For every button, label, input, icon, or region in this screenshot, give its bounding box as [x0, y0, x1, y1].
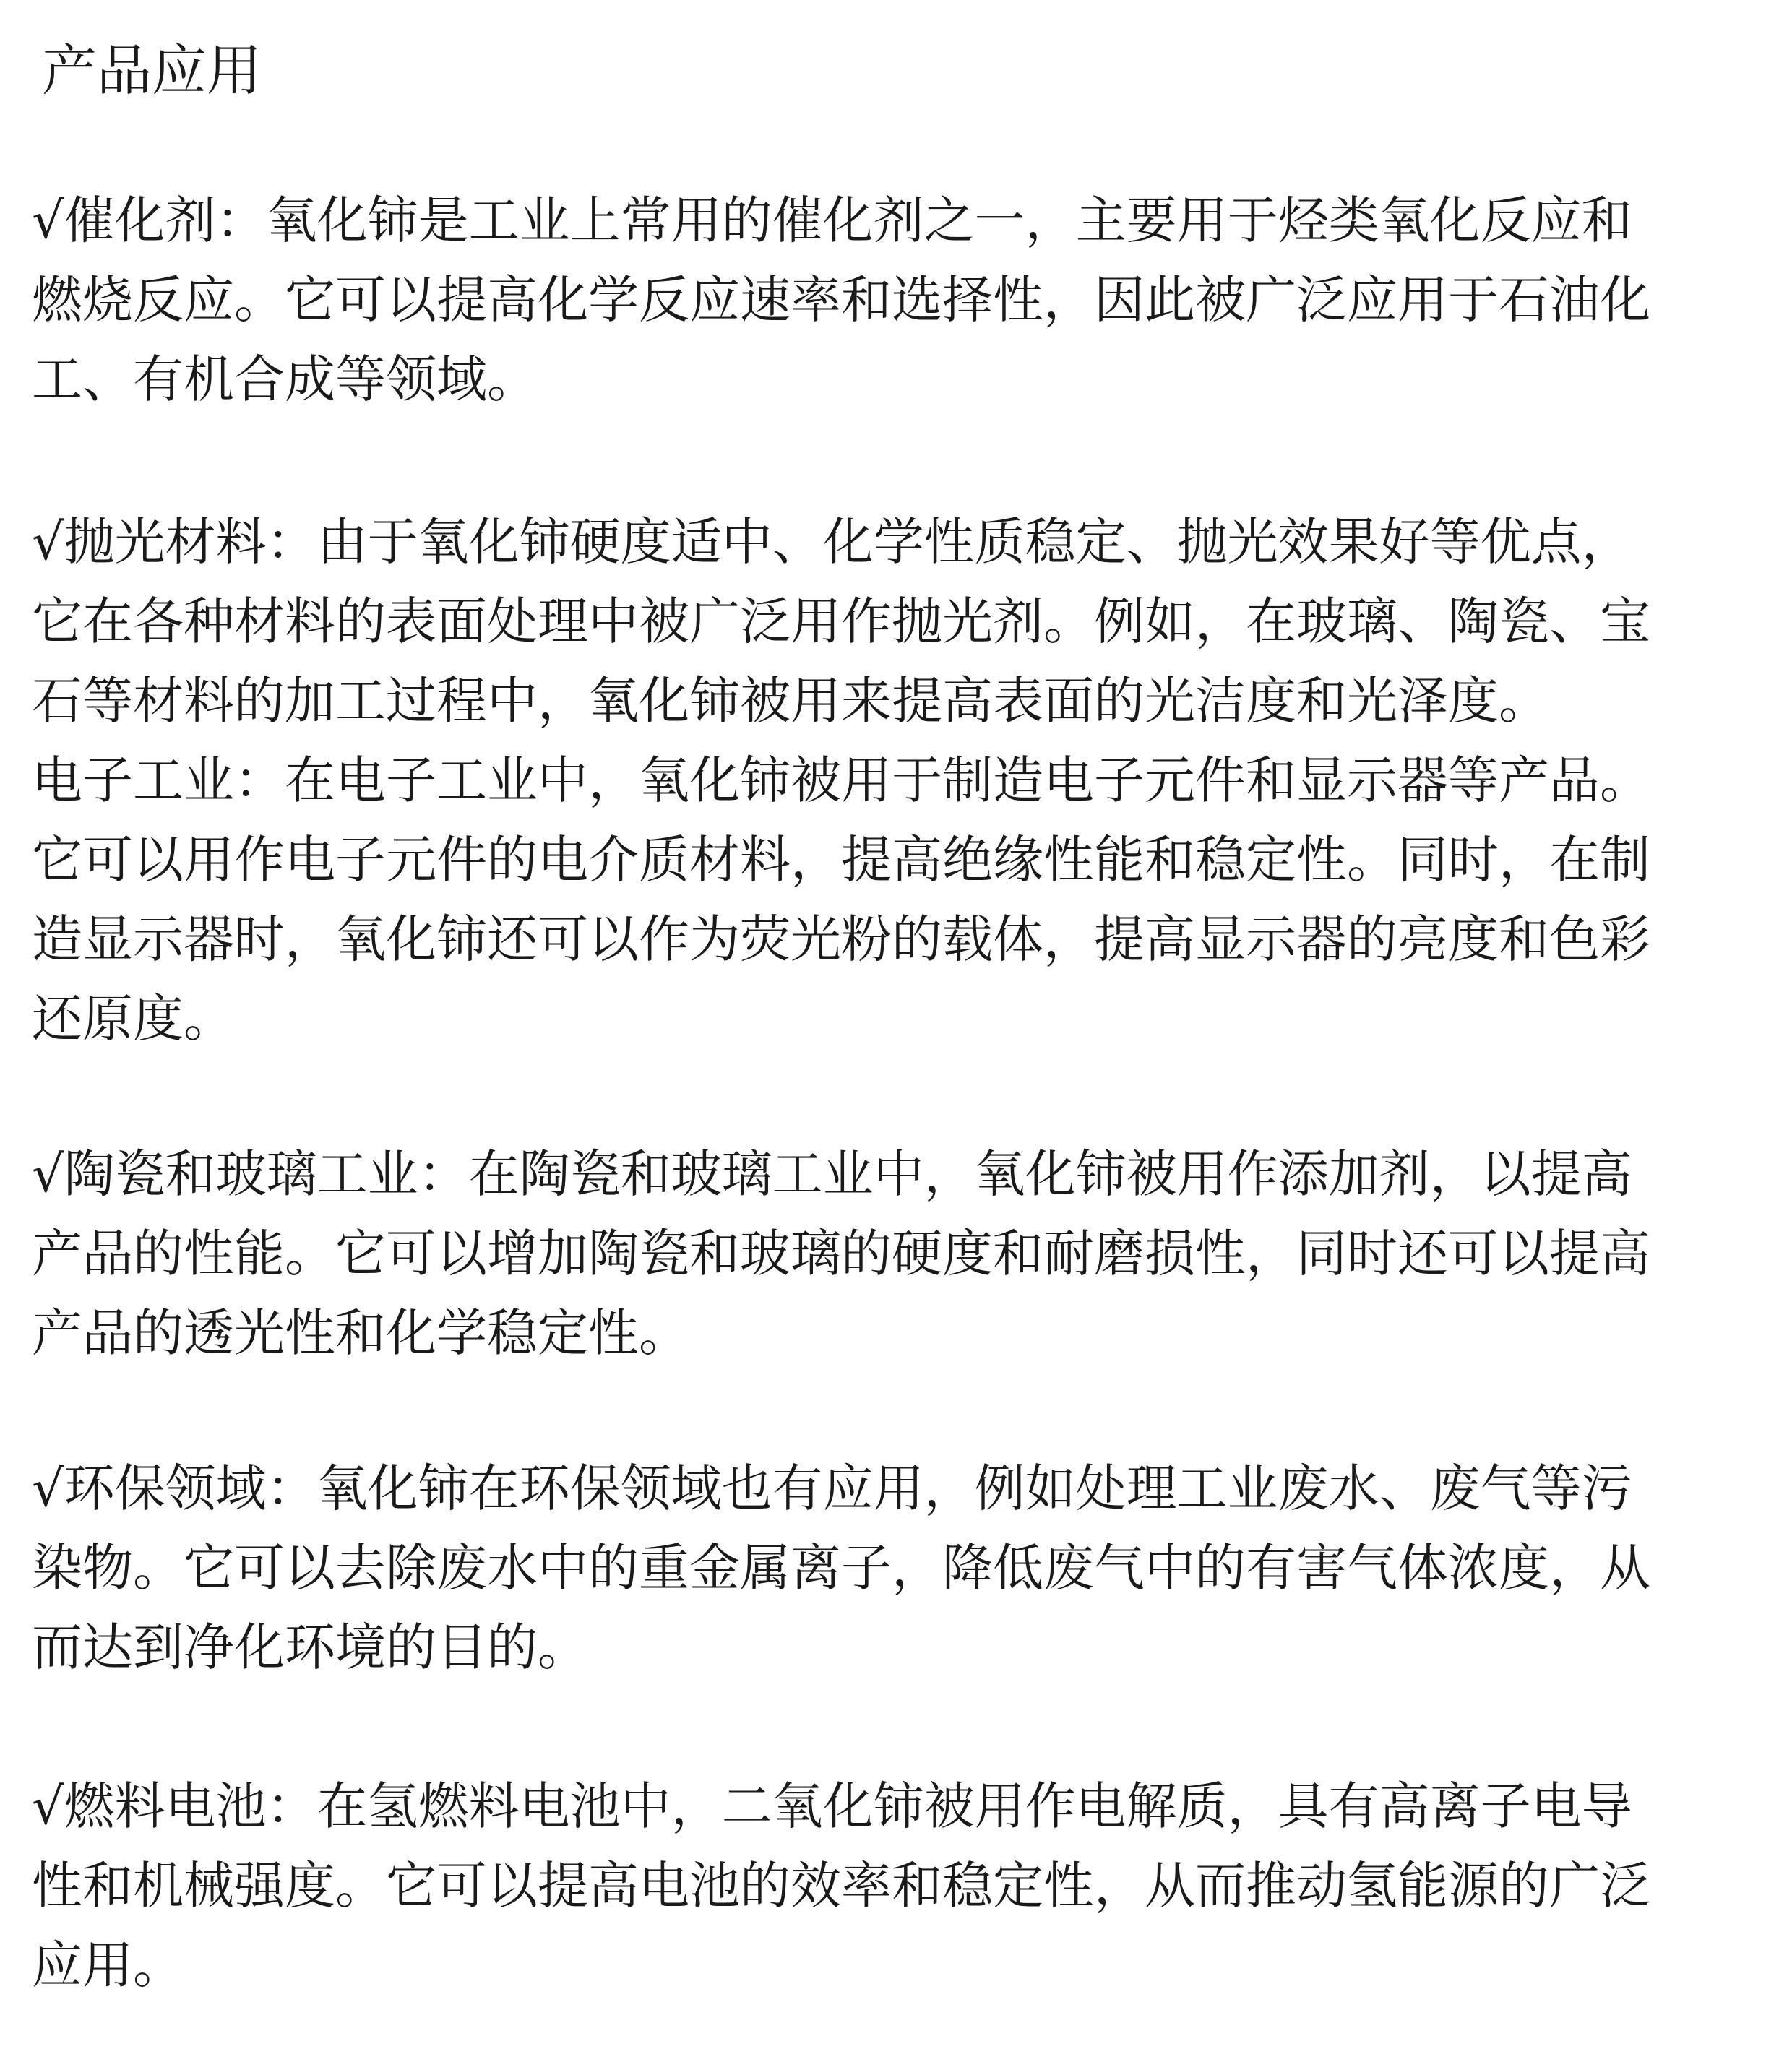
section-catalyst [32, 181, 1737, 419]
text-line: 造显示器时，氧化铈还可以作为荧光粉的载体，提高显示器的亮度和色彩 [32, 910, 1650, 969]
text-line: 染物。它可以去除废水中的重金属离子，降低废气中的有害气体浓度，从 [32, 1538, 1650, 1597]
text-line: √催化剂：氧化铈是工业上常用的催化剂之一，主要用于烃类氧化反应和 [32, 191, 1632, 250]
text-line: 性和机械强度。它可以提高电池的效率和稳定性，从而推动氢能源的广泛 [32, 1856, 1650, 1915]
text-line: 产品的性能。它可以增加陶瓷和玻璃的硬度和耐磨损性，同时还可以提高 [32, 1224, 1650, 1283]
text-line: 它可以用作电子元件的电介质材料，提高绝缘性能和稳定性。同时，在制 [32, 830, 1650, 889]
text-line: √燃料电池：在氢燃料电池中，二氧化铈被用作电解质，具有高离子电导 [32, 1777, 1632, 1836]
text-line: √抛光材料：由于氧化铈硬度适中、化学性质稳定、抛光效果好等优点， [32, 512, 1632, 571]
section-fuel-cell [32, 1767, 1737, 2005]
text-line: 它在各种材料的表面处理中被广泛用作抛光剂。例如，在玻璃、陶瓷、宝 [32, 592, 1650, 651]
text-line: 产品的透光性和化学稳定性。 [32, 1303, 689, 1363]
section-polishing [32, 502, 1737, 1058]
text-line: √陶瓷和玻璃工业：在陶瓷和玻璃工业中，氧化铈被用作添加剂，以提高 [32, 1144, 1632, 1204]
text-line: 应用。 [32, 1936, 184, 1995]
text-line: √环保领域：氧化铈在环保领域也有应用，例如处理工业废水、废气等污 [32, 1459, 1632, 1518]
text-line: 电子工业：在电子工业中，氧化铈被用于制造电子元件和显示器等产品。 [32, 751, 1650, 810]
text-line: 石等材料的加工过程中，氧化铈被用来提高表面的光洁度和光泽度。 [32, 671, 1549, 730]
text-line: 燃烧反应。它可以提高化学反应速率和选择性，因此被广泛应用于石油化 [32, 270, 1650, 329]
page-title: 产品应用 [42, 38, 262, 103]
section-environment [32, 1449, 1737, 1687]
section-ceramics-glass [32, 1134, 1737, 1373]
text-line: 工、有机合成等领域。 [32, 350, 538, 409]
text-line: 还原度。 [32, 989, 234, 1048]
text-line: 而达到净化环境的目的。 [32, 1618, 588, 1677]
